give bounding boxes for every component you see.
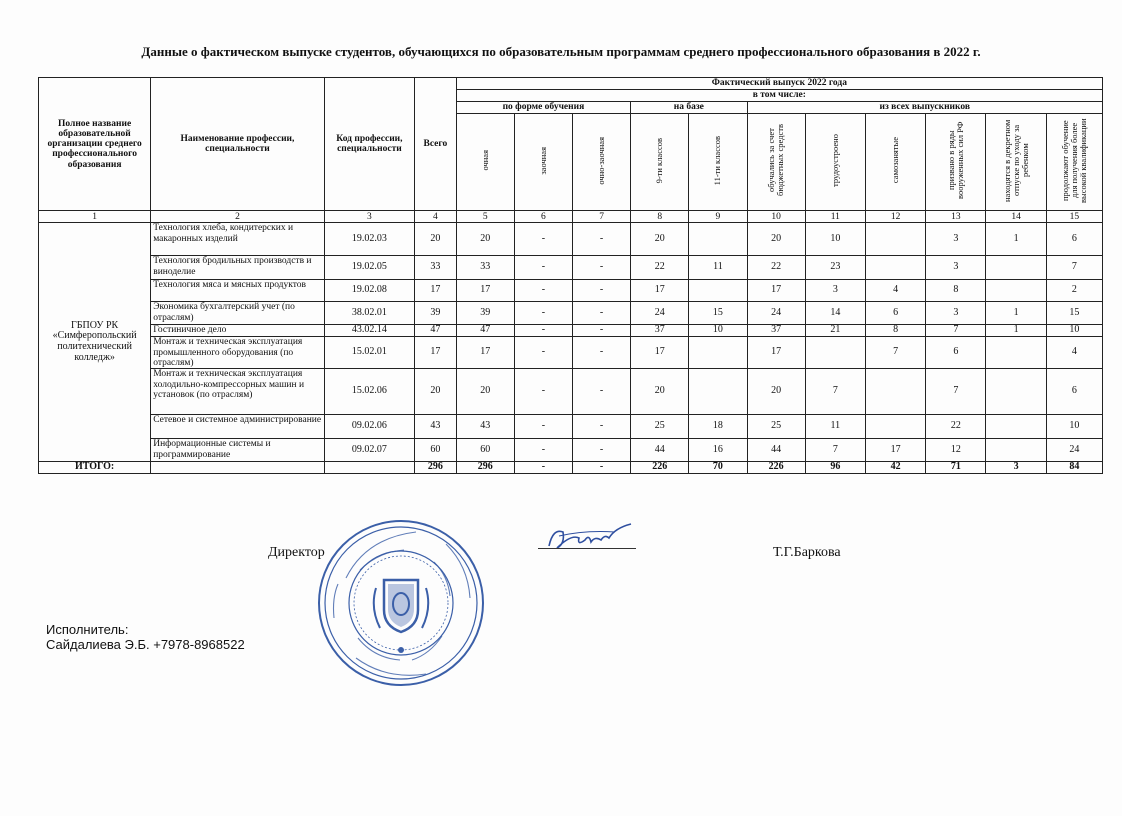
cell-part: -	[573, 256, 631, 280]
cell-corr: -	[514, 302, 572, 325]
table-row	[39, 337, 1103, 369]
header-leave: находятся в декретном отпуске по уходу за ребенком	[1001, 119, 1030, 202]
cell-full: 17	[456, 337, 514, 369]
cell-self: 7	[865, 337, 925, 369]
cell-corr: -	[514, 280, 572, 302]
header-employed: трудоустроено	[829, 134, 840, 187]
cell-budget: 24	[747, 302, 805, 325]
cell-budget: 20	[747, 369, 805, 415]
cell-self	[865, 223, 925, 256]
cell-corr: -	[514, 415, 572, 439]
cell-full: 20	[456, 369, 514, 415]
cell-total: 47	[415, 325, 457, 337]
cell-full: 39	[456, 302, 514, 325]
cell-full: 17	[456, 280, 514, 302]
header-form-group: по форме обучения	[456, 102, 631, 114]
table-row	[39, 280, 1103, 302]
cell-b9: 24	[631, 302, 689, 325]
cell-code: 15.02.06	[324, 369, 414, 415]
cell-part: -	[573, 302, 631, 325]
profession-name: Технология хлеба, кондитерских и макаронных изделий	[151, 223, 325, 256]
profession-name: Сетевое и системное администрирование	[151, 415, 325, 439]
header-base-11: 11-ти классов	[712, 135, 723, 186]
totals-empty	[151, 462, 325, 474]
cell-code: 15.02.01	[324, 337, 414, 369]
totals-corr: -	[514, 462, 572, 474]
cell-leave: 1	[986, 223, 1046, 256]
cell-total: 20	[415, 223, 457, 256]
totals-self: 42	[865, 462, 925, 474]
profession-name: Монтаж и техническая эксплуатация промышленного оборудования (по отраслям)	[151, 337, 325, 369]
totals-empty	[324, 462, 414, 474]
cell-b9: 22	[631, 256, 689, 280]
cell-part: -	[573, 223, 631, 256]
table-row	[39, 302, 1103, 325]
col-number: 8	[631, 211, 689, 223]
cell-corr: -	[514, 439, 572, 462]
profession-name: Монтаж и техническая эксплуатация холодильно-компрессорных машин и установок (по отраслям)	[151, 369, 325, 415]
page-title: Данные о фактическом выпуске студентов, обучающихся по образовательным программам среднего профессионального образования в 2022 г.	[141, 44, 981, 59]
cell-leave	[986, 280, 1046, 302]
col-number: 5	[456, 211, 514, 223]
cell-code: 09.02.07	[324, 439, 414, 462]
executor-label: Исполнитель:	[46, 622, 129, 637]
cell-further: 10	[1046, 415, 1102, 439]
profession-name: Информационные системы и программирование	[151, 439, 325, 462]
cell-employed: 10	[805, 223, 865, 256]
col-number: 10	[747, 211, 805, 223]
header-actual: Фактический выпуск 2022 года	[456, 78, 1102, 90]
cell-further: 7	[1046, 256, 1102, 280]
cell-b9: 25	[631, 415, 689, 439]
cell-employed: 11	[805, 415, 865, 439]
cell-employed: 3	[805, 280, 865, 302]
cell-employed: 14	[805, 302, 865, 325]
col-number: 6	[514, 211, 572, 223]
cell-part: -	[573, 337, 631, 369]
cell-employed	[805, 337, 865, 369]
cell-budget: 20	[747, 223, 805, 256]
table-row	[39, 369, 1103, 415]
cell-employed: 21	[805, 325, 865, 337]
cell-employed: 23	[805, 256, 865, 280]
cell-leave	[986, 415, 1046, 439]
cell-leave	[986, 369, 1046, 415]
totals-further: 84	[1046, 462, 1102, 474]
totals-army: 71	[926, 462, 986, 474]
col-number: 13	[926, 211, 986, 223]
cell-budget: 17	[747, 337, 805, 369]
col-number: 11	[805, 211, 865, 223]
cell-full: 20	[456, 223, 514, 256]
cell-self: 17	[865, 439, 925, 462]
profession-name: Экономика бухгалтерский учет (по отраслям)	[151, 302, 325, 325]
col-number: 12	[865, 211, 925, 223]
header-including: в том числе:	[456, 90, 1102, 102]
cell-further: 15	[1046, 302, 1102, 325]
totals-b9: 226	[631, 462, 689, 474]
cell-b9: 20	[631, 369, 689, 415]
cell-army: 3	[926, 302, 986, 325]
organization-name: ГБПОУ РК «Симферопольский политехнический колледж»	[39, 223, 151, 462]
cell-part: -	[573, 415, 631, 439]
cell-b9: 20	[631, 223, 689, 256]
cell-code: 19.02.08	[324, 280, 414, 302]
header-correspondence: заочная	[537, 146, 548, 175]
column-number-row	[39, 211, 1103, 223]
cell-total: 17	[415, 280, 457, 302]
cell-total: 33	[415, 256, 457, 280]
cell-total: 20	[415, 369, 457, 415]
cell-army: 3	[926, 256, 986, 280]
cell-further: 4	[1046, 337, 1102, 369]
official-seal	[316, 518, 486, 688]
cell-full: 47	[456, 325, 514, 337]
totals-row	[39, 462, 1103, 474]
cell-b11: 11	[689, 256, 747, 280]
header-self-employed: самозанятые	[890, 137, 901, 184]
cell-b11	[689, 369, 747, 415]
header-base-group: на базе	[631, 102, 747, 114]
cell-b11	[689, 223, 747, 256]
cell-self	[865, 369, 925, 415]
cell-full: 33	[456, 256, 514, 280]
cell-further: 24	[1046, 439, 1102, 462]
cell-b11: 10	[689, 325, 747, 337]
cell-self: 4	[865, 280, 925, 302]
header-budget: обучались за счет бюджетных средств	[766, 124, 786, 197]
totals-full: 296	[456, 462, 514, 474]
director-name: Т.Г.Баркова	[773, 545, 841, 560]
cell-part: -	[573, 280, 631, 302]
col-number: 9	[689, 211, 747, 223]
cell-leave: 1	[986, 302, 1046, 325]
table-row	[39, 223, 1103, 256]
header-profession: Наименование профессии, специальности	[151, 78, 325, 211]
director-label: Директор	[268, 545, 325, 560]
cell-part: -	[573, 369, 631, 415]
cell-army: 8	[926, 280, 986, 302]
col-number: 14	[986, 211, 1046, 223]
profession-name: Технология бродильных производств и виноделие	[151, 256, 325, 280]
totals-b11: 70	[689, 462, 747, 474]
header-army: призвано в ряды вооруженных сил РФ	[945, 121, 965, 200]
cell-budget: 22	[747, 256, 805, 280]
cell-army: 22	[926, 415, 986, 439]
cell-code: 38.02.01	[324, 302, 414, 325]
executor-name: Сайдалиева Э.Б. +7978-8968522	[46, 637, 245, 652]
cell-b11	[689, 280, 747, 302]
cell-part: -	[573, 325, 631, 337]
header-part-time: очно-заочная	[596, 136, 607, 185]
table-row	[39, 439, 1103, 462]
totals-part: -	[573, 462, 631, 474]
cell-self	[865, 415, 925, 439]
cell-further: 6	[1046, 369, 1102, 415]
cell-leave	[986, 256, 1046, 280]
cell-full: 60	[456, 439, 514, 462]
cell-budget: 37	[747, 325, 805, 337]
signature-line	[538, 548, 636, 549]
cell-b9: 44	[631, 439, 689, 462]
cell-corr: -	[514, 337, 572, 369]
cell-b11: 18	[689, 415, 747, 439]
totals-leave: 3	[986, 462, 1046, 474]
col-number: 2	[151, 211, 325, 223]
col-number: 4	[415, 211, 457, 223]
header-total: Всего	[415, 78, 457, 211]
profession-name: Технология мяса и мясных продуктов	[151, 280, 325, 302]
header-code: Код профессии, специальности	[324, 78, 414, 211]
graduates-table	[38, 77, 1103, 474]
cell-budget: 25	[747, 415, 805, 439]
cell-employed: 7	[805, 439, 865, 462]
header-further: продолжают обучение для получения более высокой квалификации	[1059, 118, 1088, 203]
cell-army: 7	[926, 369, 986, 415]
header-org: Полное название образовательной организации среднего профессионального образования	[39, 78, 151, 211]
col-number: 7	[573, 211, 631, 223]
cell-leave	[986, 439, 1046, 462]
cell-army: 12	[926, 439, 986, 462]
cell-self: 8	[865, 325, 925, 337]
col-number: 3	[324, 211, 414, 223]
director-signature	[545, 520, 635, 556]
totals-total: 296	[415, 462, 457, 474]
cell-code: 43.02.14	[324, 325, 414, 337]
cell-army: 6	[926, 337, 986, 369]
cell-employed: 7	[805, 369, 865, 415]
col-number: 15	[1046, 211, 1102, 223]
table-row	[39, 415, 1103, 439]
cell-code: 19.02.03	[324, 223, 414, 256]
cell-further: 2	[1046, 280, 1102, 302]
cell-b9: 17	[631, 337, 689, 369]
cell-leave: 1	[986, 325, 1046, 337]
cell-corr: -	[514, 223, 572, 256]
cell-total: 17	[415, 337, 457, 369]
cell-corr: -	[514, 325, 572, 337]
cell-total: 39	[415, 302, 457, 325]
cell-b11: 15	[689, 302, 747, 325]
cell-further: 6	[1046, 223, 1102, 256]
cell-part: -	[573, 439, 631, 462]
cell-self: 6	[865, 302, 925, 325]
cell-further: 10	[1046, 325, 1102, 337]
cell-b11	[689, 337, 747, 369]
totals-employed: 96	[805, 462, 865, 474]
cell-full: 43	[456, 415, 514, 439]
cell-b9: 37	[631, 325, 689, 337]
cell-b11: 16	[689, 439, 747, 462]
cell-budget: 44	[747, 439, 805, 462]
table-row	[39, 256, 1103, 280]
cell-corr: -	[514, 369, 572, 415]
table-row	[39, 325, 1103, 337]
cell-total: 60	[415, 439, 457, 462]
col-number: 1	[39, 211, 151, 223]
cell-self	[865, 256, 925, 280]
header-all-group: из всех выпускников	[747, 102, 1102, 114]
cell-leave	[986, 337, 1046, 369]
totals-label: ИТОГО:	[39, 462, 151, 474]
totals-budget: 226	[747, 462, 805, 474]
cell-army: 7	[926, 325, 986, 337]
cell-army: 3	[926, 223, 986, 256]
cell-code: 09.02.06	[324, 415, 414, 439]
cell-corr: -	[514, 256, 572, 280]
profession-name: Гостиничное дело	[151, 325, 325, 337]
cell-code: 19.02.05	[324, 256, 414, 280]
cell-total: 43	[415, 415, 457, 439]
cell-b9: 17	[631, 280, 689, 302]
header-full-time: очная	[479, 150, 490, 171]
header-base-9: 9-ти классов	[654, 137, 665, 184]
cell-budget: 17	[747, 280, 805, 302]
